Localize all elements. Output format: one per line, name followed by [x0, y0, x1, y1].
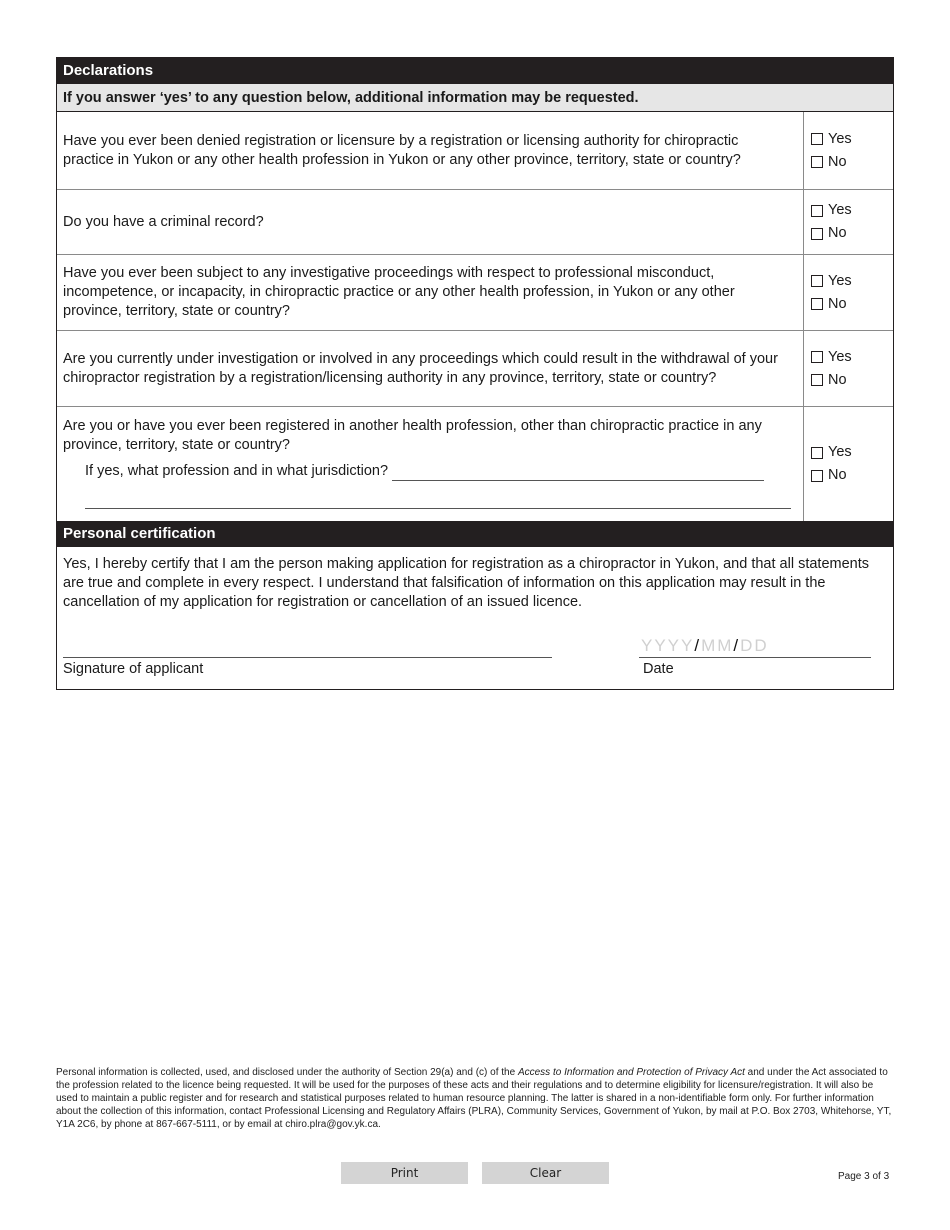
followup-label: If yes, what profession and in what jurisdiction?: [85, 463, 389, 479]
question-cell: [57, 407, 804, 521]
signature-label: Signature of applicant: [63, 661, 204, 677]
privacy-notice: [56, 1066, 896, 1131]
privacy-text: Personal information is collected, used, and disclosed under the authority of Section 29(a) and (c) of the: [56, 1067, 518, 1078]
date-separator: /: [733, 636, 741, 655]
page-number: Page 3 of 3: [838, 1171, 890, 1182]
profession-jurisdiction-input-line-2[interactable]: [85, 495, 791, 509]
checkbox-icon: [811, 205, 823, 217]
checkbox-icon: [811, 470, 823, 482]
answer-options: [804, 331, 893, 406]
yes-label: Yes: [828, 130, 852, 147]
checkbox-icon: [811, 447, 823, 459]
checkbox-icon: [811, 156, 823, 168]
yes-checkbox[interactable]: [811, 199, 893, 222]
answer-options: [804, 255, 893, 330]
date-month-placeholder: MM: [701, 636, 734, 655]
date-label: Date: [643, 661, 674, 677]
no-label: No: [828, 467, 847, 483]
checkbox-icon: [811, 351, 823, 363]
checkbox-icon: [811, 228, 823, 240]
question-text: Have you ever been denied registration or licensure by a registration or licensing authority for chiropractic practice in Yukon or any other health profession in Yukon or any other province, territory, state or country?: [57, 112, 804, 189]
privacy-act-title: Access to Information and Protection of Privacy Act: [517, 1067, 745, 1078]
no-label: No: [828, 371, 847, 388]
question-row-denied-registration: [57, 112, 893, 190]
print-button[interactable]: Print: [341, 1162, 468, 1184]
application-form: [56, 57, 894, 690]
followup-row: [85, 462, 793, 481]
signature-input[interactable]: [63, 657, 552, 658]
yes-checkbox[interactable]: [811, 346, 893, 369]
question-row-investigative-proceedings: [57, 255, 893, 331]
clear-button[interactable]: Clear: [482, 1162, 609, 1184]
checkbox-icon: [811, 275, 823, 287]
profession-jurisdiction-input[interactable]: [392, 467, 764, 481]
no-label: No: [828, 225, 847, 241]
question-row-other-profession: [57, 407, 893, 521]
answer-options: [804, 190, 893, 254]
declarations-header: Declarations: [57, 58, 893, 84]
checkbox-icon: [811, 298, 823, 310]
no-checkbox[interactable]: [811, 464, 893, 487]
answer-options: [804, 407, 893, 521]
yes-checkbox[interactable]: [811, 441, 893, 464]
checkbox-icon: [811, 374, 823, 386]
question-row-criminal-record: [57, 190, 893, 255]
followup-row-2: [85, 495, 793, 515]
yes-checkbox[interactable]: [811, 128, 893, 151]
answer-options: [804, 112, 893, 189]
privacy-text-continued: and under the Act associated to the profession related to the licence being requested. It will be used for the purposes of these acts and their regulations and to determine eligibility for licensure/registration. It will also be used to maintain a public register and for research and statistical purposes related to human resource planning. The latter is shared in a non-identifiable form only. For further information about the collection of this information, contact Professional Licensing and Regulatory Affairs (PLRA), Community Services, Government of Yukon, by mail at P.O. Box 2703, Whitehorse, YT, Y1A 2C6, by phone at 867-667-5111, or by email at chiro.plra@gov.yk.ca.: [56, 1067, 892, 1130]
no-checkbox[interactable]: [811, 222, 893, 245]
no-checkbox[interactable]: [811, 369, 893, 392]
question-row-current-investigation: [57, 331, 893, 407]
no-checkbox[interactable]: [811, 293, 893, 316]
yes-label: Yes: [828, 444, 852, 460]
question-text: Are you or have you ever been registered in another health profession, other than chiropractic practice in any province, territory, state or country?: [63, 418, 762, 453]
no-label: No: [828, 295, 847, 312]
certification-body: [57, 547, 893, 689]
checkbox-icon: [811, 133, 823, 145]
no-checkbox[interactable]: [811, 151, 893, 174]
no-label: No: [828, 153, 847, 170]
question-text: Have you ever been subject to any investigative proceedings with respect to professional misconduct, incompetence, or incapacity, in chiropractic practice or any other health profession, in Yukon or any other province, territory, state or country?: [57, 255, 804, 330]
yes-label: Yes: [828, 348, 852, 365]
date-separator: /: [694, 636, 702, 655]
declarations-instruction: If you answer ‘yes’ to any question below, additional information may be requested.: [57, 84, 893, 112]
date-day-placeholder: DD: [740, 636, 769, 655]
question-text: Are you currently under investigation or involved in any proceedings which could result in the withdrawal of your chiropractor registration by a registration/licensing authority in any province, territory, state or country?: [57, 331, 804, 406]
certification-statement: Yes, I hereby certify that I am the person making application for registration as a chiropractor in Yukon, and that all statements are true and complete in every respect. I understand that falsification of information on this application may result in the cancellation of my application for registration or cancellation of an issued licence.: [63, 556, 869, 610]
yes-checkbox[interactable]: [811, 270, 893, 293]
date-year-placeholder: YYYY: [641, 636, 695, 655]
question-text: Do you have a criminal record?: [57, 190, 804, 254]
yes-label: Yes: [828, 272, 852, 289]
date-input[interactable]: [639, 636, 871, 658]
yes-label: Yes: [828, 202, 852, 218]
certification-header: Personal certification: [57, 521, 893, 547]
